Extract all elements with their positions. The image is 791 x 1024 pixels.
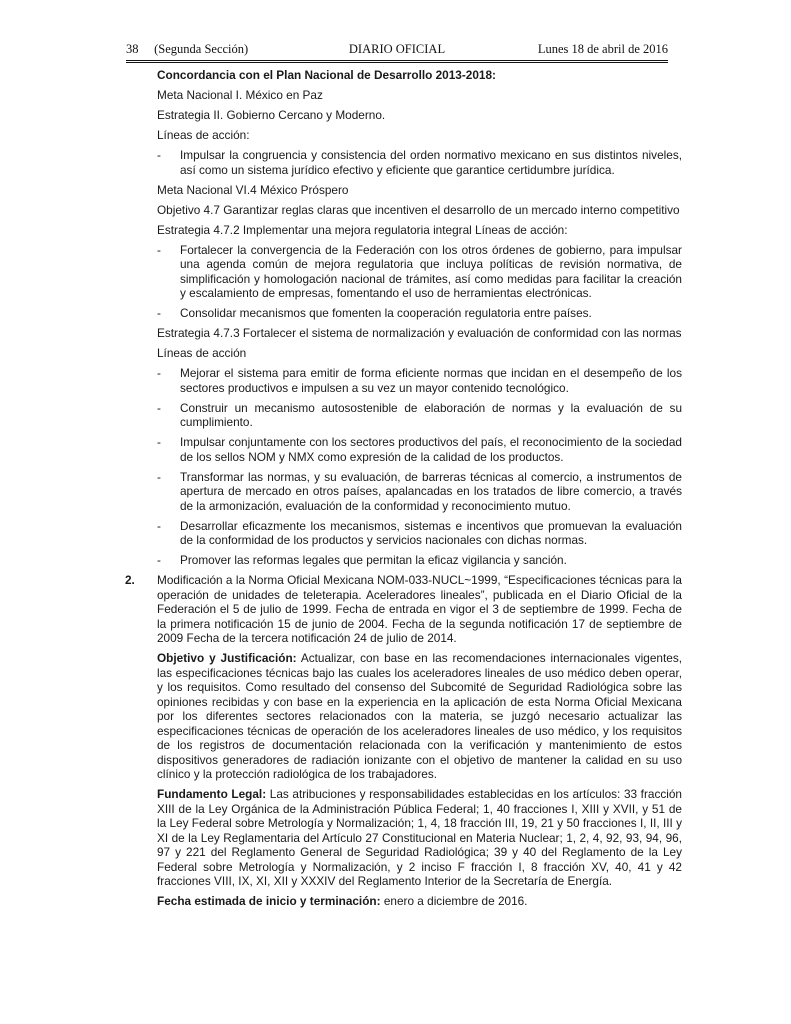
fundamento-label: Fundamento Legal: — [157, 787, 267, 801]
meta-nacional-i: Meta Nacional I. México en Paz — [157, 88, 323, 102]
list-item — [157, 435, 682, 464]
bullet-dash: - — [157, 242, 161, 257]
fecha-text: enero a diciembre de 2016. — [380, 894, 528, 908]
bullet-text: Promover las reformas legales que permitan la eficaz vigilancia y sanción. — [180, 553, 567, 567]
lineas-accion-label-2: Líneas de acción — [157, 346, 247, 360]
item-text: Modificación a la Norma Oficial Mexicana NOM-033-NUCL~1999, “Especificaciones técnicas para la operación de unidades de teleterapia. Aceleradores lineales”, publicada en el Diario Oficial de la Federación el 5 de julio de 1999. Fecha de entrada en vigor el 3 de septiembre de 1999. Fecha de la primera notificación 15 de junio de 2004. Fecha de la segunda notificación 17 de septiembre de 2009 Fecha de la tercera notificación 24 de julio de 2014. — [157, 573, 682, 645]
header-publication-name: DIARIO OFICIAL — [348, 42, 446, 56]
lineas-accion-label: Líneas de acción: — [157, 128, 250, 142]
item-number: 2. — [125, 573, 135, 587]
list-item — [157, 470, 682, 514]
bullet-dash: - — [157, 306, 161, 320]
objetivo-text: Actualizar, con base en las recomendaciones internacionales vigentes, las especificaciones técnicas bajo las cuales los aceleradores lineales de uso médico deben operar, y los requisitos. Como resultado del consenso del Subcomité de Seguridad Radiológica sobre las opiniones recibidas y con base en la experiencia en la aplicación de esta Norma Oficial Mexicana por los diferentes sectores relacionados con la materia, se juzgó necesario actualizar las especificaciones técnicas de operación de los aceleradores lineales de uso médico, y los requisitos de los registros de documentación relacionada con la verificación y mantenimiento de estos dispositivos generadores de radiación ionizante con el objetivo de mantener la calidad en su uso clínico y la protección radiológica de los trabajadores. — [157, 651, 683, 781]
meta-nacional-vi4: Meta Nacional VI.4 México Próspero — [157, 182, 349, 197]
bullet-text: Mejorar el sistema para emitir de forma eficiente normas que incidan en el desempeño de los sectores productivos e impulsen a su vez un mayor contenido tecnológico. — [180, 366, 682, 395]
bullet-text: Construir un mecanismo autosostenible de elaboración de normas y la evaluación de su cumplimiento. — [180, 400, 682, 429]
bullet-text: Impulsar la congruencia y consistencia del orden normativo mexicano en sus distintos niveles, así como un sistema jurídico efectivo y eficiente que garantice certidumbre jurídica. — [180, 148, 682, 177]
objetivo-4-7: Objetivo 4.7 Garantizar reglas claras que incentiven el desarrollo de un mercado interno competitivo — [157, 202, 680, 217]
numbered-item-2 — [125, 573, 682, 646]
fecha-estimada — [157, 894, 682, 909]
concordancia-heading: Concordancia con el Plan Nacional de Desarrollo 2013-2018: — [157, 68, 496, 82]
objetivo-label: Objetivo y Justificación: — [157, 651, 297, 665]
header-rule-bottom — [126, 62, 668, 63]
bullet-dash: - — [157, 518, 161, 533]
bullet-dash: - — [157, 469, 161, 484]
bullet-text: Transformar las normas, y su evaluación, de barreras técnicas al comercio, a instrumentos de apertura de mercado en otros países, apalancadas en los tratados de libre comercio, a través de la armonización, evaluación de la conformidad y reconocimiento mutuo. — [180, 469, 682, 513]
list-item — [157, 366, 682, 395]
fecha-label: Fecha estimada de inicio y terminación: — [157, 894, 381, 908]
bullet-text: Fortalecer la convergencia de la Federación con los otros órdenes de gobierno, para impulsar una agenda común de mejora regulatoria que incluya políticas de revisión normativa, de simplificación y homologación nacional de trámites, así como medidas para facilitar la creación y escalamiento de empresas, fomentando el uso de herramientas electrónicas. — [180, 242, 682, 300]
list-item — [157, 553, 682, 568]
bullet-text: Impulsar conjuntamente con los sectores productivos del país, el reconocimiento de la sociedad de los sellos NOM y NMX como expresión de la calidad de los productos. — [180, 435, 682, 464]
header-rule-top — [126, 60, 668, 61]
bullet-text: Desarrollar eficazmente los mecanismos, sistemas e incentivos que promuevan la evaluación de la conformidad de los productos y servicios nacionales con dichas normas. — [180, 518, 682, 547]
bullet-dash: - — [157, 148, 161, 162]
fundamento-text: Las atribuciones y responsabilidades establecidas en los artículos: 33 fracción XIII de la Ley Orgánica de la Administración Pública Federal; 1, 40 fracciones I, XIII y XVII, y 51 de la Ley Federal sobre Metrología y Normalización; 1, 4, 18 fracción III, 19, 21 y 50 fracciones I, II, III y XI de la Ley Reglamentaria del Artículo 27 Constitucional en Materia Nuclear; 1, 2, 4, 92, 93, 94, 96, 97 y 221 del Reglamento General de Seguridad Radiológica; 39 y 40 del Reglamento de la Ley Federal sobre Metrología y Normalización, y 2 inciso F fracción I, 8 fracción XV, 40, 41 y 42 fracciones VIII, IX, XI, XII y XXXIV del Reglamento Interior de la Secretaría de Energía. — [157, 787, 682, 888]
page-header — [126, 42, 668, 60]
list-item — [157, 243, 682, 301]
bullet-dash: - — [157, 435, 161, 449]
document-body — [125, 68, 683, 914]
estrategia-4-7-2: Estrategia 4.7.2 Implementar una mejora regulatoria integral Líneas de acción: — [157, 222, 568, 237]
list-item — [157, 401, 682, 430]
list-item — [157, 306, 682, 321]
header-page-section: 38 (Segunda Sección) — [126, 42, 249, 56]
list-item — [157, 519, 682, 548]
header-date: Lunes 18 de abril de 2016 — [537, 42, 668, 56]
estrategia-ii: Estrategia II. Gobierno Cercano y Moderno. — [157, 108, 386, 122]
bullet-dash: - — [157, 553, 161, 567]
bullet-text: Consolidar mecanismos que fomenten la cooperación regulatoria entre países. — [180, 306, 592, 320]
objetivo-justificacion — [157, 651, 682, 782]
fundamento-legal — [157, 787, 682, 889]
estrategia-4-7-3: Estrategia 4.7.3 Fortalecer el sistema de normalización y evaluación de conformidad con las normas — [157, 326, 682, 340]
bullet-dash: - — [157, 366, 161, 380]
bullet-dash: - — [157, 400, 161, 415]
list-item — [157, 148, 682, 177]
